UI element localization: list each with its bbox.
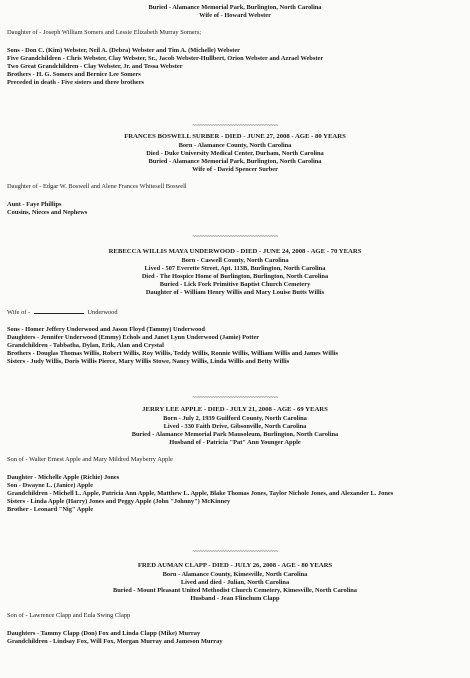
- husband-line: Husband - Jean Flinchum Clapp: [190, 595, 280, 603]
- born-line: Born - Alamance County, Kimesville, North Carolina: [162, 570, 308, 578]
- daughters-line: Daughters - Jennifer Underwood (Emmy) Echols and Janet Lynn Underwood (Jamie) Potter: [7, 333, 260, 341]
- daughter-of-line: Daughter of - Joseph William Somers and Lessie Elizabeth Murray Somers;: [7, 29, 202, 37]
- buried-line: Buried - Mount Pleasant United Methodist Church Cemetery, Kimesville, North Carolina: [112, 586, 357, 594]
- buried-line: Buried - Alamance Memorial Park Mausoleum, Burlington, North Carolina: [131, 430, 339, 438]
- section-divider: ~~~~~~~~~~~~~~~~~~~~~~~~~~~~~~~~~~: [192, 123, 278, 129]
- daughter-of-line: Daughter of - William Henry Willis and Mary Louise Butts Willis: [145, 289, 325, 297]
- daughter-line: Daughter - Michelle Apple (Richie) Jones: [7, 473, 120, 481]
- buried-line: Buried - Lick Fork Primitive Baptist Church Cemetery: [159, 281, 311, 289]
- daughters-line: Daughters - Tammy Clapp (Don) Fox and Linda Clapp (Mike) Murray: [7, 629, 201, 637]
- preceded-line: Preceded in death - Five sisters and three brothers: [7, 79, 145, 87]
- sisters-line: Sisters - Linda Apple (Harry) Jones and Peggy Apple (John "Johnny") McKinney: [7, 498, 231, 506]
- obituary-apple: [0, 406, 470, 514]
- sons-line: Sons - Homer Jeffery Underwood and Jason Floyd (Tammy) Underwood: [7, 325, 205, 333]
- brothers-line: Brothers - Douglas Thomas Willis, Robert Willis, Roy Willis, Teddy Willis, Ronnie Willis, William Willis and James Willis: [7, 350, 338, 358]
- wife-of-line: Wife of - David Spencer Surber: [192, 166, 278, 174]
- section-divider: ~~~~~~~~~~~~~~~~~~~~~~~~~~~~~~~~~~: [192, 549, 278, 555]
- cousins-line: Cousins, Nieces and Nephews: [7, 208, 88, 216]
- grandchildren-line: Grandchildren - Lindsay Fox, Will Fox, Morgan Murray and Jameson Murray: [7, 637, 223, 645]
- obituary-heading: FRANCES BOSWELL SURBER - DIED - JUNE 27, 2008 - AGE - 80 YEARS: [124, 133, 346, 140]
- son-line: Son - Dwayne L. (Janice) Apple: [7, 481, 93, 489]
- lived-died-line: Lived and died - Julian, North Carolina: [180, 578, 290, 586]
- born-line: Born - Caswell County, North Carolina: [181, 256, 289, 264]
- daughter-of-line: Daughter of - Edgar W. Boswell and Alene Frances Whitesell Boswell: [7, 183, 187, 191]
- obituary-webster: [0, 4, 470, 88]
- born-line: Born - Alamance County, North Carolina: [178, 141, 292, 149]
- wife-of-line: Wife of - Howard Webster: [199, 12, 271, 20]
- lived-line: Lived - 507 Everette Street, Apt. 113B, Burlington, North Carolina: [144, 264, 326, 272]
- obituary-heading: JERRY LEE APPLE - DIED - JULY 21, 2008 - AGE - 69 YEARS: [142, 406, 328, 413]
- aunt-line: Aunt - Faye Phillips: [7, 200, 62, 208]
- obituary-underwood: [0, 248, 470, 367]
- obituary-heading: FRED AUMAN CLAPP - DIED - JULY 26, 2008 - AGE - 80 YEARS: [137, 562, 333, 569]
- grandchildren-line: Grandchildren - Tabbatha, Dylan, Erik, Alan and Crystal: [7, 342, 164, 350]
- buried-line: Buried - Alamance Memorial Park, Burlington, North Carolina: [148, 4, 322, 11]
- wife-of-suffix: Underwood: [87, 308, 118, 316]
- obituary-heading: REBECCA WILLIS MAYA UNDERWOOD - DIED - JUNE 24, 2008 - AGE - 70 YEARS: [108, 248, 362, 255]
- died-line: Died - The Hospice Home of Burlington, Burlington, North Carolina: [141, 272, 329, 280]
- blank-underline: [34, 307, 84, 314]
- husband-of-line: Husband of - Patricia "Pat" Ann Younger Apple: [169, 439, 301, 447]
- section-divider: ~~~~~~~~~~~~~~~~~~~~~~~~~~~~~~~~~~: [192, 234, 278, 240]
- buried-line: Buried - Alamance Memorial Park, Burlington, North Carolina: [148, 157, 322, 165]
- lived-line: Lived - 330 Faith Drive, Gibsonville, North Carolina: [163, 422, 307, 430]
- brother-line: Brother - Leonard "Nig" Apple: [7, 506, 94, 514]
- section-divider: ~~~~~~~~~~~~~~~~~~~~~~~~~~~~~~~~~~: [192, 395, 278, 401]
- wife-of-line: [0, 307, 470, 317]
- grandchildren-line: Five Grandchildren - Chris Webster, Clay Webster, Sr., Jacob Webster-Hullbert, Orion Webster and Azrael Webster: [7, 54, 324, 62]
- sons-line: Sons - Don C. (Kim) Webster, Neil A. (Debra) Webster and Tim A. (Michelle) Webster: [7, 46, 241, 54]
- grandchildren-line: Grandchildren - Michell L. Apple, Patricia Ann Apple, Matthew L. Apple, Blake Thomas Jones, Taylor Nichole Jones, and Alexander L. Jones: [7, 489, 394, 497]
- son-of-line: Son of - Walter Ernest Apple and Mary Mildred Mayberry Apple: [7, 456, 173, 464]
- died-line: Died - Duke University Medical Center, Durham, North Carolina: [146, 149, 324, 157]
- son-of-line: Son of - Lawrence Clapp and Eula Swing Clapp: [7, 612, 131, 620]
- obituary-surber: [0, 133, 470, 217]
- great-grandchildren-line: Two Great Grandchildren - Clay Webster, Jr. and Tessa Webster: [7, 62, 183, 70]
- brothers-line: Brothers - H. G. Somers and Bernice Lee Somers: [7, 71, 141, 79]
- obituary-clapp: [0, 562, 470, 646]
- born-line: Born - July 2, 1939 Guilford County, North Carolina: [163, 414, 307, 422]
- sisters-line: Sisters - Judy Willis, Doris Willis Pierce, Mary Willis Stowe, Nancy Willis, Linda Willis and Betty Willis: [7, 358, 290, 366]
- wife-of-prefix: Wife of -: [7, 308, 31, 316]
